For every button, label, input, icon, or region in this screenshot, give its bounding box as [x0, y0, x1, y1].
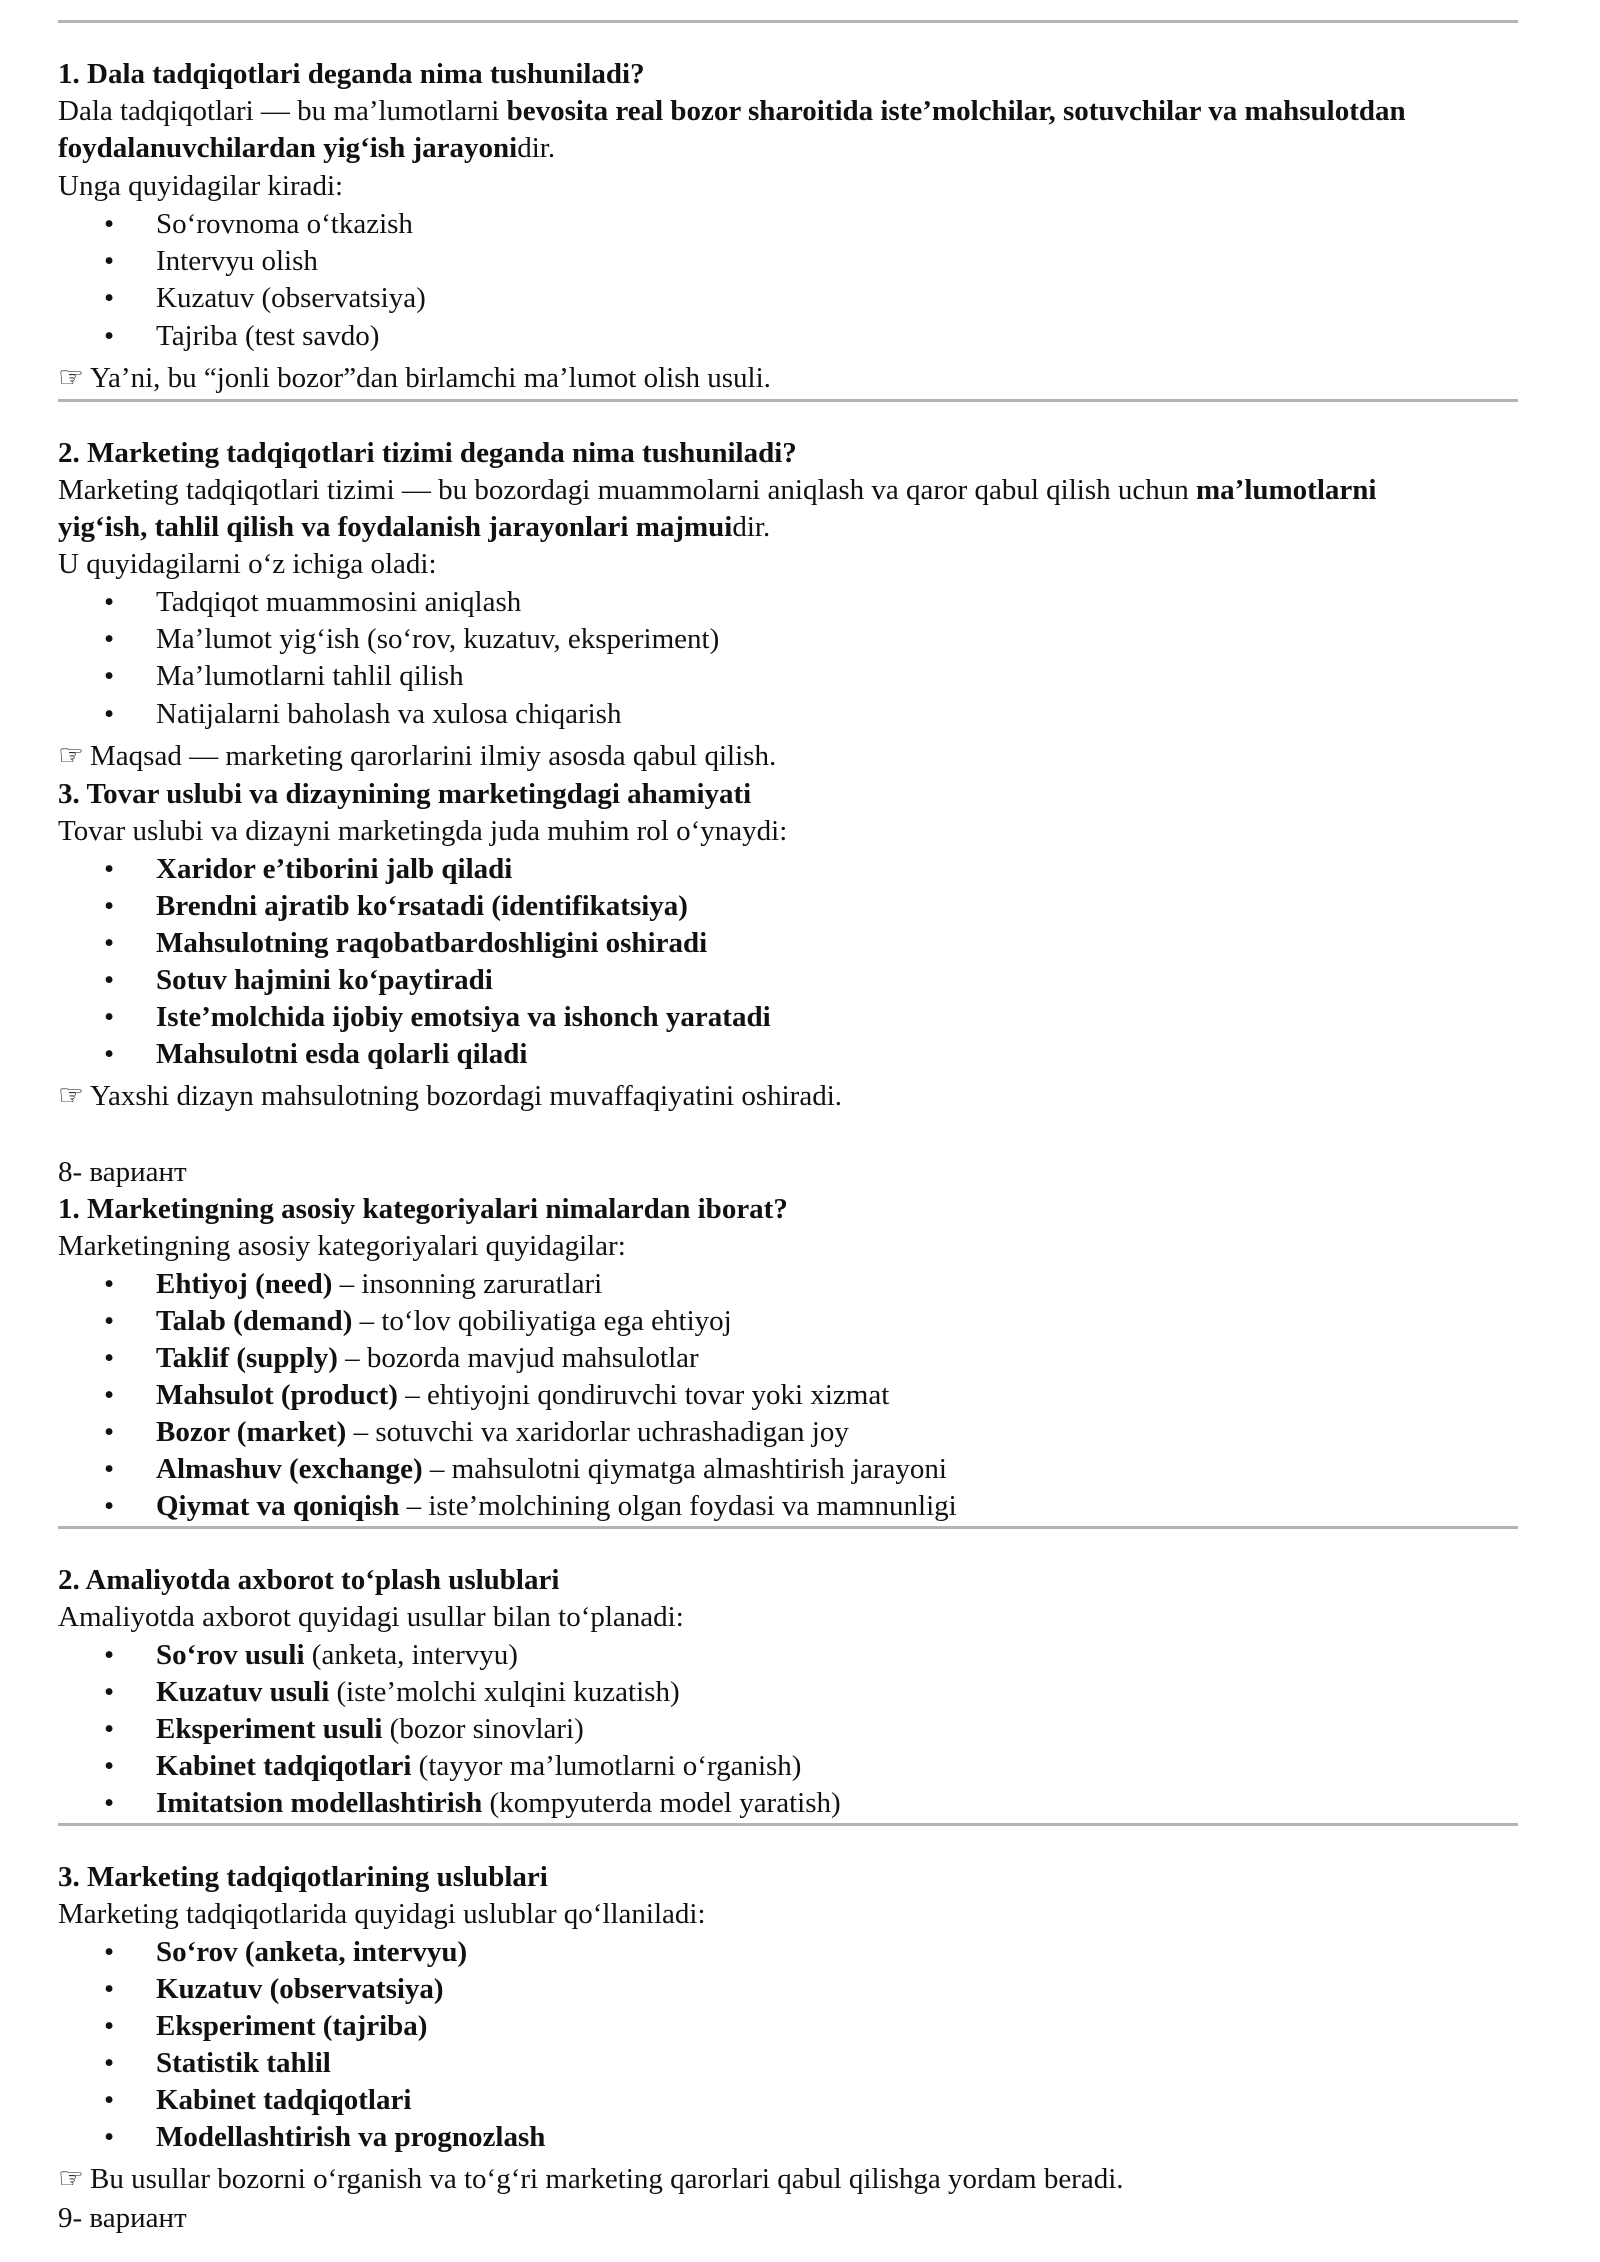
- list-item: Kuzatuv (observatsiya): [156, 282, 426, 314]
- list-item: Mahsulotni esda qolarli qiladi: [156, 1038, 528, 1070]
- bullet-icon: •: [104, 964, 115, 996]
- pointing-hand-icon: ☞: [58, 362, 84, 394]
- term: Qiymat va qoniqish: [156, 1490, 400, 1522]
- list-item: [156, 1785, 841, 1821]
- term: Kuzatuv usuli: [156, 1676, 330, 1708]
- list-item: [156, 1266, 602, 1302]
- list-item: [156, 1637, 518, 1673]
- definition: (iste’molchi xulqini kuzatish): [329, 1676, 680, 1708]
- list-intro: Amaliyotda axborot quyidagi usullar bilan to‘planadi:: [58, 1601, 684, 1633]
- divider: [58, 1823, 1518, 1826]
- term: Kabinet tadqiqotlari: [156, 1750, 412, 1782]
- bullet-icon: •: [104, 1342, 115, 1374]
- pointing-hand-icon: ☞: [58, 1080, 84, 1112]
- list-item: Tadqiqot muammosini aniqlash: [156, 586, 522, 618]
- bullet-icon: •: [104, 1639, 115, 1671]
- bullet-icon: •: [104, 1973, 115, 2005]
- bullet-icon: •: [104, 853, 115, 885]
- bold-text: foydalanuvchilardan yig‘ish jarayoni: [58, 132, 518, 164]
- definition: (bozor sinovlari): [382, 1713, 584, 1745]
- bullet-icon: •: [104, 1268, 115, 1300]
- list-item: Sotuv hajmini ko‘paytiradi: [156, 964, 493, 996]
- divider: [58, 20, 1518, 23]
- bullet-icon: •: [104, 1936, 115, 1968]
- definition: – ehtiyojni qondiruvchi tovar yoki xizmat: [397, 1379, 890, 1411]
- definition: – to‘lov qobiliyatiga ega ehtiyoj: [352, 1305, 732, 1337]
- paragraph-line: [58, 93, 1406, 129]
- text: dir.: [732, 511, 771, 543]
- section-title: 1. Dala tadqiqotlari deganda nima tushuniladi?: [58, 58, 645, 90]
- note-line: [58, 2161, 1124, 2197]
- note-text: Maqsad — marketing qarorlarini ilmiy asosda qabul qilish.: [90, 740, 777, 772]
- term: Taklif (supply): [156, 1342, 338, 1374]
- list-item: [156, 1414, 849, 1450]
- definition: – mahsulotni qiymatga almashtirish jarayoni: [422, 1453, 947, 1485]
- definition: (anketa, intervyu): [304, 1639, 518, 1671]
- list-item: Iste’molchida ijobiy emotsiya va ishonch yaratadi: [156, 1001, 771, 1033]
- bullet-icon: •: [104, 1416, 115, 1448]
- bullet-icon: •: [104, 623, 115, 655]
- section-title: 3. Tovar uslubi va dizaynining marketingdagi ahamiyati: [58, 778, 752, 810]
- list-item: Intervyu olish: [156, 245, 318, 277]
- list-item: Kuzatuv (observatsiya): [156, 1973, 444, 2005]
- bold-text: yig‘ish, tahlil qilish va foydalanish jarayonlari majmui: [58, 511, 733, 543]
- list-item: Tajriba (test savdo): [156, 320, 380, 352]
- list-item: So‘rov (anketa, intervyu): [156, 1936, 468, 1968]
- variant-label: 9- вариант: [58, 2202, 187, 2234]
- bullet-icon: •: [104, 208, 115, 240]
- list-item: [156, 1451, 947, 1487]
- note-text: Bu usullar bozorni o‘rganish va to‘g‘ri marketing qarorlari qabul qilishga yordam beradi.: [90, 2163, 1124, 2195]
- list-intro: Unga quyidagilar kiradi:: [58, 170, 344, 202]
- bullet-icon: •: [104, 1379, 115, 1411]
- bullet-icon: •: [104, 1713, 115, 1745]
- list-item: Statistik tahlil: [156, 2047, 331, 2079]
- bullet-icon: •: [104, 2047, 115, 2079]
- bullet-icon: •: [104, 1001, 115, 1033]
- definition: – bozorda mavjud mahsulotlar: [337, 1342, 699, 1374]
- list-intro: U quyidagilarni o‘z ichiga oladi:: [58, 548, 437, 580]
- bullet-icon: •: [104, 320, 115, 352]
- list-item: Natijalarni baholash va xulosa chiqarish: [156, 698, 622, 730]
- list-item: Eksperiment (tajriba): [156, 2010, 428, 2042]
- list-intro: Tovar uslubi va dizayni marketingda juda muhim rol o‘ynaydi:: [58, 815, 788, 847]
- section-title: 2. Amaliyotda axborot to‘plash uslublari: [58, 1564, 560, 1596]
- list-item: Mahsulotning raqobatbardoshligini oshiradi: [156, 927, 708, 959]
- section-title: 3. Marketing tadqiqotlarining uslublari: [58, 1861, 548, 1893]
- term: Mahsulot (product): [156, 1379, 398, 1411]
- list-item: [156, 1711, 584, 1747]
- text: dir.: [517, 132, 556, 164]
- bullet-icon: •: [104, 1038, 115, 1070]
- section-title: 2. Marketing tadqiqotlari tizimi deganda nima tushuniladi?: [58, 437, 797, 469]
- text: Marketing tadqiqotlari tizimi — bu bozordagi muammolarni aniqlash va qaror qabul qilish uchun: [58, 474, 1196, 506]
- term: Talab (demand): [156, 1305, 353, 1337]
- paragraph-line: [58, 472, 1376, 508]
- bullet-icon: •: [104, 2121, 115, 2153]
- definition: – insonning zaruratlari: [332, 1268, 603, 1300]
- bullet-icon: •: [104, 245, 115, 277]
- term: Almashuv (exchange): [156, 1453, 423, 1485]
- list-item: Ma’lumot yig‘ish (so‘rov, kuzatuv, eksperiment): [156, 623, 720, 655]
- pointing-hand-icon: ☞: [58, 2163, 84, 2195]
- bullet-icon: •: [104, 282, 115, 314]
- list-item: Modellashtirish va prognozlash: [156, 2121, 546, 2153]
- list-intro: Marketingning asosiy kategoriyalari quyidagilar:: [58, 1230, 626, 1262]
- bullet-icon: •: [104, 1750, 115, 1782]
- note-line: [58, 360, 771, 396]
- divider: [58, 1526, 1518, 1529]
- divider: [58, 399, 1518, 402]
- list-item: Kabinet tadqiqotlari: [156, 2084, 412, 2116]
- bullet-icon: •: [104, 1787, 115, 1819]
- note-text: Yaxshi dizayn mahsulotning bozordagi muvaffaqiyatini oshiradi.: [90, 1080, 843, 1112]
- list-item: So‘rovnoma o‘tkazish: [156, 208, 413, 240]
- paragraph-line: [58, 509, 770, 545]
- bullet-icon: •: [104, 1676, 115, 1708]
- list-item: [156, 1340, 699, 1376]
- list-item: [156, 1748, 801, 1784]
- list-item: [156, 1303, 732, 1339]
- bullet-icon: •: [104, 698, 115, 730]
- definition: (kompyuterda model yaratish): [482, 1787, 841, 1819]
- paragraph-line: [58, 130, 555, 166]
- term: Eksperiment usuli: [156, 1713, 383, 1745]
- definition: – sotuvchi va xaridorlar uchrashadigan joy: [346, 1416, 849, 1448]
- pointing-hand-icon: ☞: [58, 740, 84, 772]
- list-intro: Marketing tadqiqotlarida quyidagi uslublar qo‘llaniladi:: [58, 1898, 706, 1930]
- list-item: [156, 1488, 957, 1524]
- variant-label: 8- вариант: [58, 1156, 187, 1188]
- section-title: 1. Marketingning asosiy kategoriyalari nimalardan iborat?: [58, 1193, 788, 1225]
- bullet-icon: •: [104, 927, 115, 959]
- bullet-icon: •: [104, 2010, 115, 2042]
- bullet-icon: •: [104, 2084, 115, 2116]
- text: Dala tadqiqotlari — bu ma’lumotlarni: [58, 95, 507, 127]
- list-item: Brendni ajratib ko‘rsatadi (identifikatsiya): [156, 890, 688, 922]
- definition: – iste’molchining olgan foydasi va mamnunligi: [399, 1490, 957, 1522]
- term: Imitatsion modellashtirish: [156, 1787, 483, 1819]
- list-item: [156, 1674, 680, 1710]
- bold-text: bevosita real bozor sharoitida iste’molchilar, sotuvchilar va mahsulotdan: [506, 95, 1406, 127]
- note-line: [58, 1078, 842, 1114]
- note-text: Ya’ni, bu “jonli bozor”dan birlamchi ma’lumot olish usuli.: [90, 362, 771, 394]
- term: Bozor (market): [156, 1416, 347, 1448]
- list-item: [156, 1377, 889, 1413]
- bullet-icon: •: [104, 660, 115, 692]
- note-line: [58, 738, 776, 774]
- list-item: Xaridor e’tiborini jalb qiladi: [156, 853, 513, 885]
- list-item: Ma’lumotlarni tahlil qilish: [156, 660, 464, 692]
- bullet-icon: •: [104, 1453, 115, 1485]
- definition: (tayyor ma’lumotlarni o‘rganish): [411, 1750, 802, 1782]
- bullet-icon: •: [104, 586, 115, 618]
- bold-text: ma’lumotlarni: [1196, 474, 1377, 506]
- bullet-icon: •: [104, 1305, 115, 1337]
- term: So‘rov usuli: [156, 1639, 305, 1671]
- bullet-icon: •: [104, 1490, 115, 1522]
- bullet-icon: •: [104, 890, 115, 922]
- term: Ehtiyoj (need): [156, 1268, 333, 1300]
